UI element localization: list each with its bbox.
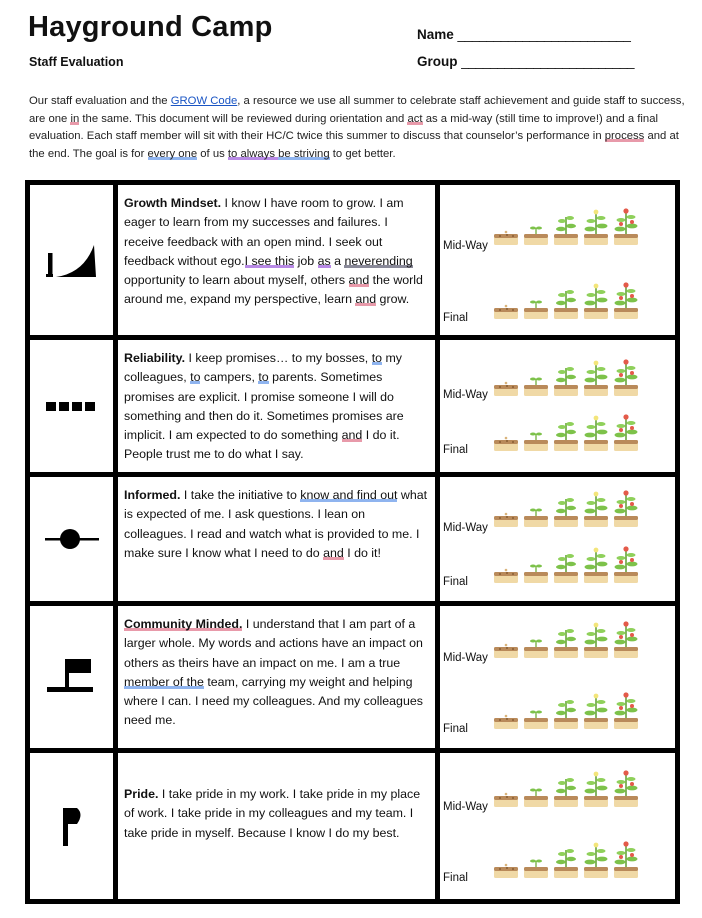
mid-way-growth-scale[interactable] (492, 620, 640, 660)
icon-cell (28, 751, 116, 902)
highlight: and (355, 292, 377, 307)
highlight: in (70, 112, 80, 125)
row-text: team, carrying my weight and helping where I can. I need my colleagues. And my colleagues need me. (124, 674, 423, 728)
final-growth-scale[interactable] (492, 545, 640, 585)
highlight: neverending (344, 253, 413, 268)
rating-cell (438, 475, 678, 604)
intro-text: Our staff evaluation and the (29, 95, 171, 107)
highlight: and (323, 545, 344, 560)
row-text: grow. (376, 292, 410, 307)
final-growth-scale[interactable] (492, 413, 640, 453)
name-line[interactable]: ________________________ (457, 27, 631, 42)
row-text: I keep promises… to my bosses, (185, 351, 372, 365)
intro-text: of us (197, 147, 228, 160)
community-minded-description (118, 606, 435, 737)
table-row (28, 183, 678, 338)
highlight: I see this (244, 253, 295, 268)
intro-text: the same. This document will be reviewed during orientation and (79, 112, 408, 125)
group-label: Group (417, 54, 458, 69)
icon-cell (28, 475, 116, 604)
highlight: member of the (124, 674, 204, 689)
row-heading: Growth Mindset. (124, 196, 222, 210)
final-growth-scale[interactable] (492, 691, 640, 731)
mid-way-growth-scale[interactable] (492, 489, 640, 529)
grow-code-link[interactable]: GROW Code (170, 95, 238, 107)
description-cell (116, 475, 438, 604)
row-text: I do it. People trust me to do what I say. (124, 428, 400, 462)
final-label: Final (443, 872, 468, 884)
table-row (28, 604, 678, 751)
final-label: Final (443, 312, 468, 324)
highlight: and (348, 273, 370, 288)
dashed-line-icon (44, 399, 100, 413)
table-row (28, 751, 678, 902)
informed-description (118, 477, 435, 569)
icon-cell (28, 604, 116, 751)
row-text: what is expected of me. I ask questions. I lean on colleagues. I read and watch what is provided to me. I make sure I know what I need to do (124, 488, 428, 560)
page-subtitle: Staff Evaluation (29, 55, 124, 69)
highlight: process (604, 130, 645, 142)
row-text: the world around me, expand my perspective, learn (124, 273, 423, 307)
group-line[interactable]: ________________________ (461, 54, 635, 69)
row-text: my colleagues, (124, 351, 402, 385)
mid-way-growth-scale[interactable] (492, 769, 640, 809)
evaluation-table (25, 180, 680, 904)
row-heading: Informed. (124, 488, 181, 502)
row-text: campers, (200, 370, 259, 385)
row-heading: Pride. (124, 787, 159, 801)
name-label: Name (417, 27, 454, 42)
row-text: parents. Sometimes promises are explicit. I promise someone I will do something and then do it. Sometimes promises are implicit. I am expected to do something (124, 370, 404, 443)
mid-way-growth-scale[interactable] (492, 358, 640, 398)
row-text: opportunity to learn about myself, others (124, 273, 349, 288)
final-label: Final (443, 444, 468, 456)
row-text: I take pride in my work. I take pride in my place of work. I take pride in my colleagues and my team. I take pride in myself. Because I know I do my best. (124, 787, 421, 840)
row-text: I know I have room to grow. I am eager to learn from my successes and failures. I receive feedback with an open mind. I seek out feedback without ego. (124, 196, 404, 268)
mid-way-label: Mid-Way (443, 522, 488, 534)
description-cell (116, 604, 438, 751)
final-growth-scale[interactable] (492, 281, 640, 321)
rating-cell (438, 338, 678, 475)
mid-way-label: Mid-Way (443, 801, 488, 813)
table-row (28, 475, 678, 604)
rating-cell (438, 183, 678, 338)
name-field[interactable] (417, 27, 631, 42)
flag-base-icon (45, 657, 99, 697)
highlight: be striving (278, 147, 330, 160)
reliability-description (118, 340, 435, 471)
intro-text: , a resource we use all summer to celebrate staff achievement and guide staff to success, are one (29, 95, 685, 125)
row-text: job (294, 253, 318, 268)
group-field[interactable] (417, 54, 634, 69)
row-text: I take the initiative to (180, 488, 301, 502)
pride-flag-icon (57, 804, 87, 848)
pride-description (118, 753, 435, 849)
growth-curve-icon (44, 239, 100, 281)
final-label: Final (443, 576, 468, 588)
mid-way-label: Mid-Way (443, 652, 488, 664)
highlight: to (258, 370, 269, 385)
description-cell (116, 338, 438, 475)
icon-cell (28, 183, 116, 338)
mid-way-label: Mid-Way (443, 240, 488, 252)
highlight: to (371, 351, 383, 365)
mid-way-label: Mid-Way (443, 389, 488, 401)
row-heading: Reliability. (124, 351, 186, 365)
row-text: I do it! (343, 545, 381, 560)
table-row (28, 338, 678, 475)
growth-mindset-description (118, 185, 435, 316)
highlight: to always (227, 147, 275, 160)
highlight: act (407, 112, 423, 125)
intro-text: to get better. (329, 147, 396, 160)
icon-cell (28, 338, 116, 475)
rating-cell (438, 604, 678, 751)
highlight: and (341, 428, 363, 443)
highlight: to (190, 370, 201, 385)
final-label: Final (443, 723, 468, 735)
intro-paragraph (29, 93, 685, 163)
row-heading: Community Minded. (124, 617, 243, 631)
final-growth-scale[interactable] (492, 840, 640, 880)
rating-cell (438, 751, 678, 902)
description-cell (116, 751, 438, 902)
mid-way-growth-scale[interactable] (492, 207, 640, 247)
highlight: as (317, 253, 331, 268)
page-title: Hayground Camp (28, 11, 273, 43)
intro-text: and at the end. The goal is for (29, 130, 679, 160)
row-text: I understand that I am part of a larger whole. My words and actions have an impact on others as theirs have an impact on me. I am a true (124, 617, 423, 670)
highlight: every one (147, 147, 198, 160)
dot-line-icon (43, 526, 101, 552)
highlight: know and find out (300, 488, 398, 502)
intro-text: as a mid-way (still time to improve!) and a final evaluation. Each staff member will sit with their HC/C twice this summer to discuss that counselor’s performance in (29, 112, 658, 142)
description-cell (116, 183, 438, 338)
row-text: a (330, 253, 345, 268)
